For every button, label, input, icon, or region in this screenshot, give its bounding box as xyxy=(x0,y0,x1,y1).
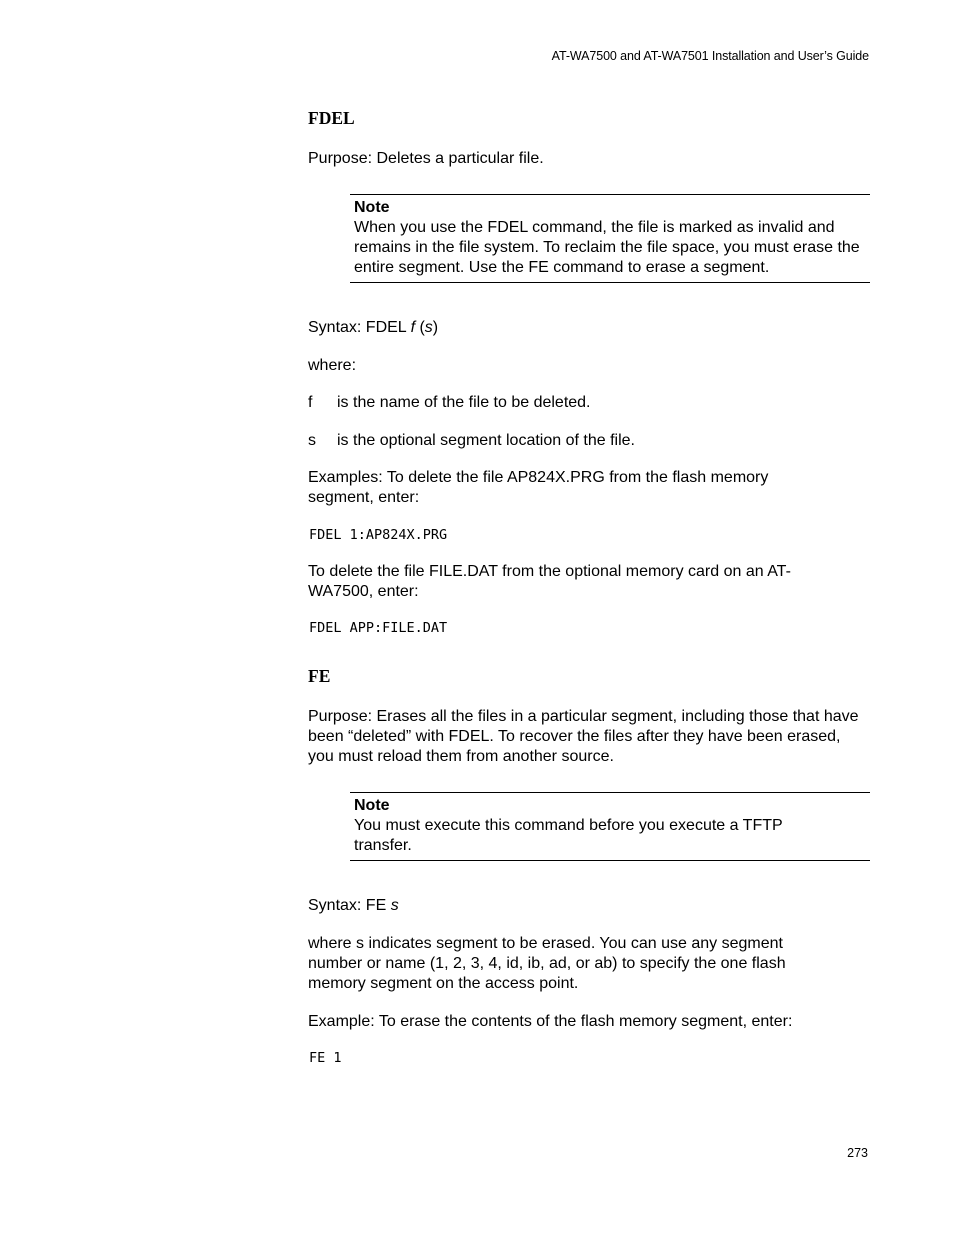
param-description: is the name of the file to be deleted. xyxy=(337,394,591,411)
fdel-example2-code: FDEL APP:FILE.DAT xyxy=(309,620,448,636)
fe-example-text: Example: To erase the contents of the flash memory segment, enter: xyxy=(308,1013,793,1030)
param-definition xyxy=(308,431,870,451)
param-definition xyxy=(308,393,870,413)
param-term: s xyxy=(308,432,316,449)
syntax-close-paren: ) xyxy=(432,319,439,336)
syntax-prefix: Syntax: FE xyxy=(308,897,391,914)
section-heading-fdel: FDEL xyxy=(308,108,355,128)
fdel-where: where: xyxy=(308,357,357,374)
fdel-syntax xyxy=(308,318,870,338)
running-header: AT-WA7500 and AT-WA7501 Installation and User’s Guide xyxy=(551,49,869,63)
note-text: When you use the FDEL command, the file is marked as invalid and remains in the file system. To reclaim the file space, you must erase the entire segment. Use the FE command to erase a segment. xyxy=(354,219,860,276)
fdel-example1-code: FDEL 1:AP824X.PRG xyxy=(309,527,448,543)
syntax-open-paren: ( xyxy=(415,319,425,336)
fe-syntax xyxy=(308,896,870,916)
fe-where-text: where s indicates segment to be erased. You can use any segment number or name (1, 2, 3, 4, id, ib, ad, or ab) to specify the one flash memory segment on the access point. xyxy=(308,935,786,992)
syntax-prefix: Syntax: FDEL xyxy=(308,319,411,336)
page-number: 273 xyxy=(847,1146,868,1160)
note-text: You must execute this command before you execute a TFTP transfer. xyxy=(354,817,783,854)
param-term: f xyxy=(308,394,313,411)
section-heading-fe: FE xyxy=(308,666,331,686)
note-title: Note xyxy=(354,797,390,814)
fdel-example1-text: Examples: To delete the file AP824X.PRG from the flash memory segment, enter: xyxy=(308,469,769,506)
fe-purpose: Purpose: Erases all the files in a particular segment, including those that have been “deleted” with FDEL. To recover the files after they have been erased, you must reload them from another source. xyxy=(308,708,859,765)
fdel-purpose: Purpose: Deletes a particular file. xyxy=(308,150,544,167)
fdel-example2-text: To delete the file FILE.DAT from the optional memory card on an AT-WA7500, enter: xyxy=(308,563,791,600)
fdel-note-box xyxy=(350,194,870,283)
fe-example-code: FE 1 xyxy=(309,1050,342,1066)
fe-note-box xyxy=(350,792,870,861)
note-title: Note xyxy=(354,199,390,216)
syntax-param-s: s xyxy=(424,319,433,336)
param-description: is the optional segment location of the file. xyxy=(337,432,635,449)
syntax-param-s: s xyxy=(390,897,399,914)
syntax-param-f: f xyxy=(410,319,416,336)
